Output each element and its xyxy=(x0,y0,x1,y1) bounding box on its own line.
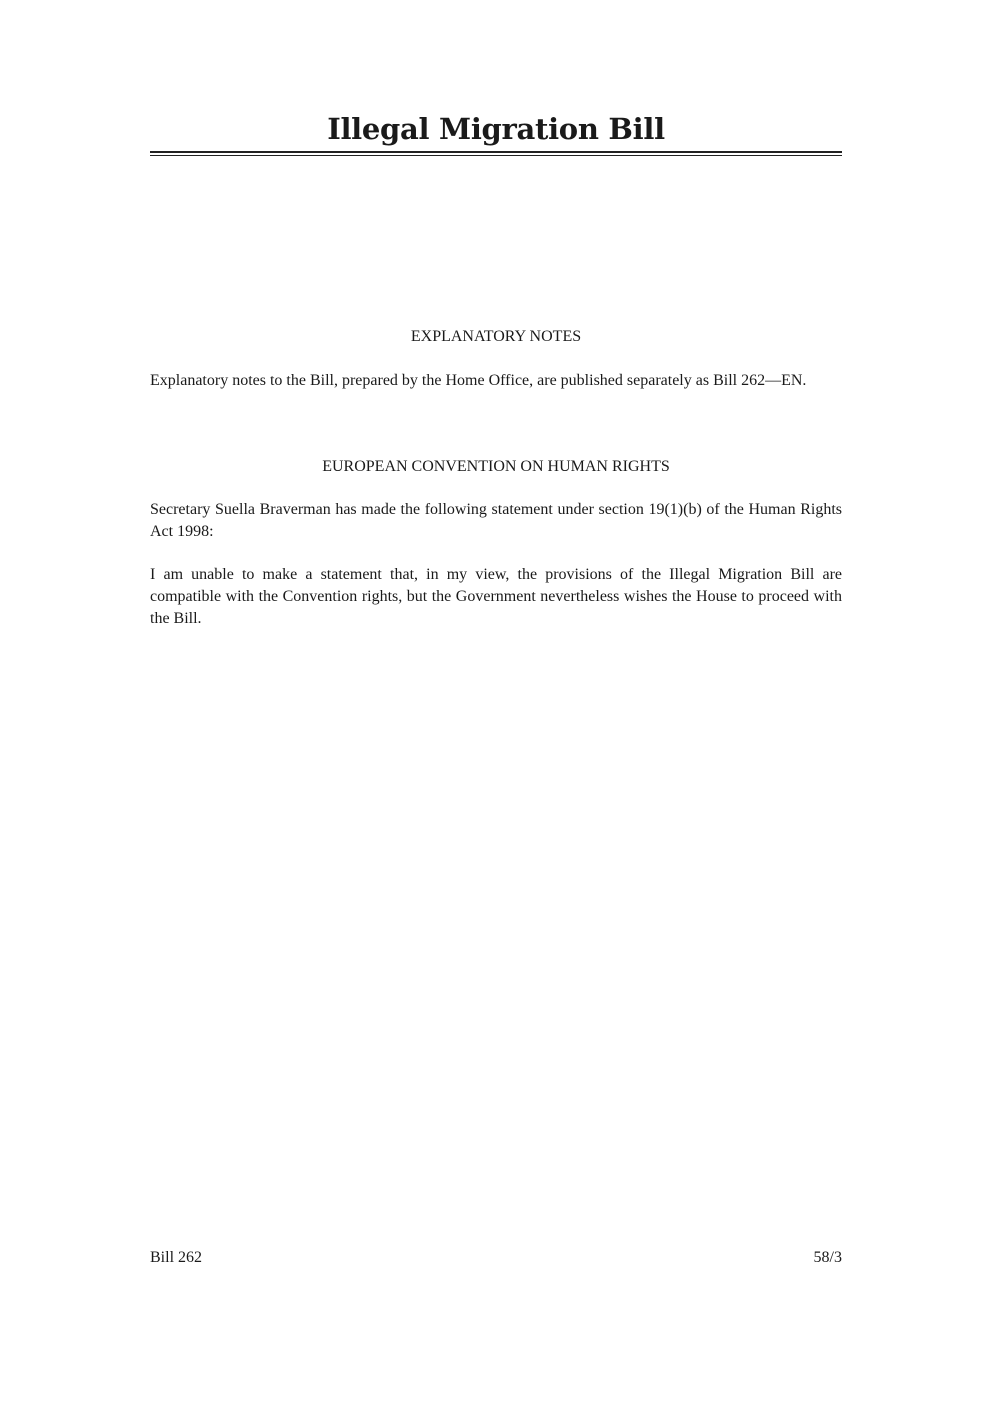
echr-statement-intro: Secretary Suella Braverman has made the following statement under section 19(1)(b) of the Human Rights Act 1998: xyxy=(150,501,842,540)
page-title: Illegal Migration Bill xyxy=(327,112,665,146)
explanatory-notes-text: Explanatory notes to the Bill, prepared by the Home Office, are published separately as Bill 262—EN. xyxy=(150,372,807,389)
footer-reference: 58/3 xyxy=(813,1249,842,1266)
echr-statement: I am unable to make a statement that, in my view, the provisions of the Illegal Migration Bill are compatible with the Convention rights, but the Government nevertheless wishes the House to proceed with the Bill. xyxy=(150,566,842,627)
document-page xyxy=(150,0,842,1401)
footer-bill-number: Bill 262 xyxy=(150,1249,203,1266)
echr-heading: EUROPEAN CONVENTION ON HUMAN RIGHTS xyxy=(322,458,670,475)
explanatory-notes-heading: EXPLANATORY NOTES xyxy=(410,328,582,345)
title-double-rule xyxy=(150,151,842,156)
